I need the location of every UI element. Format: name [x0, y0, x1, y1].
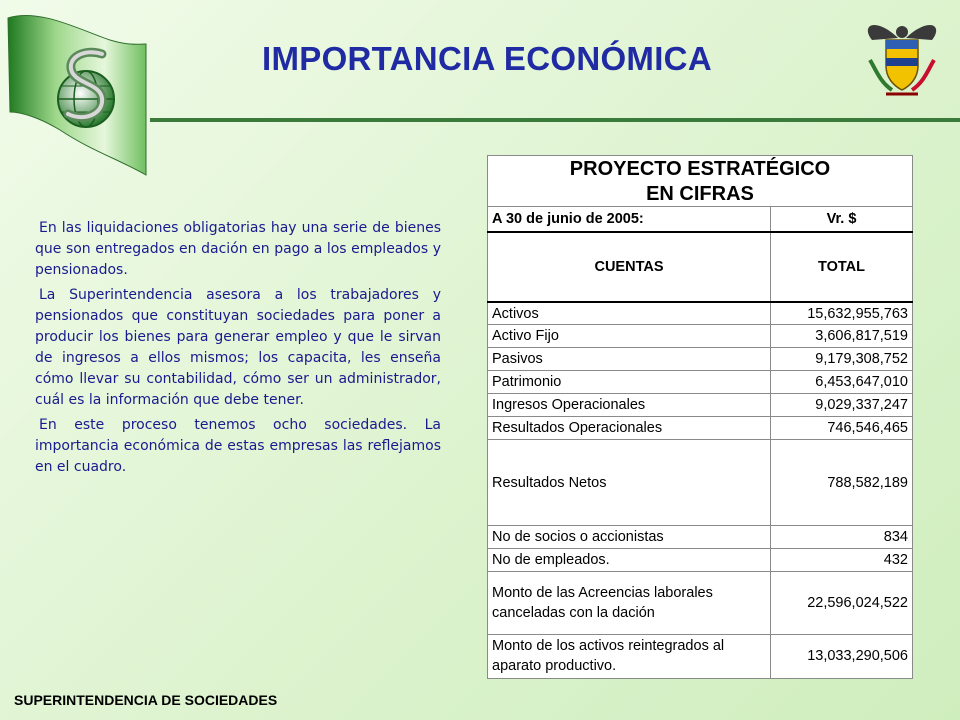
table-row: Patrimonio 6,453,647,010 [488, 371, 913, 394]
column-header-cuentas: CUENTAS [488, 232, 771, 302]
table-row: Monto de las Acreencias laborales canceladas con la dación 22,596,024,522 [488, 571, 913, 634]
table-row: Activos 15,632,955,763 [488, 302, 913, 325]
table-row: No de empleados. 432 [488, 548, 913, 571]
table-row: Resultados Netos 788,582,189 [488, 440, 913, 525]
header-divider [150, 118, 960, 122]
table-title-line-1: PROYECTO ESTRATÉGICO [488, 156, 913, 183]
page-title: IMPORTANCIA ECONÓMICA [262, 40, 712, 77]
table-row: Activo Fijo 3,606,817,519 [488, 325, 913, 348]
column-header-total: TOTAL [771, 232, 913, 302]
paragraph-1: En las liquidaciones obligatorias hay una serie de bienes que son entregados en dación en pago a los empleados y pensionados. [35, 220, 441, 278]
footer-organization: SUPERINTENDENCIA DE SOCIEDADES [14, 692, 278, 708]
table-row: Resultados Operacionales 746,546,465 [488, 417, 913, 440]
body-text [35, 218, 441, 482]
table-title-line-2: EN CIFRAS [488, 183, 913, 207]
table-row: Monto de los activos reintegrados al aparato productivo. 13,033,290,506 [488, 634, 913, 678]
table-row: Ingresos Operacionales 9,029,337,247 [488, 394, 913, 417]
paragraph-3: En este proceso tenemos ocho sociedades. La importancia económica de estas empresas las reflejamos en el cuadro. [35, 417, 441, 475]
date-label: A 30 de junio de 2005: [488, 207, 771, 232]
financial-table [487, 155, 913, 679]
value-label: Vr. $ [771, 207, 913, 232]
table-row: Pasivos 9,179,308,752 [488, 348, 913, 371]
table-row: No de socios o accionistas 834 [488, 525, 913, 548]
paragraph-2: La Superintendencia asesora a los trabajadores y pensionados que constituyan sociedades para poner a producir los bienes para generar empleo y que le sirvan de ingresos a ellos mismos; los capacita, les enseña cómo llevar su contabilidad, cómo ser un administrador, cuál es la información que debe tener. [35, 287, 441, 408]
supersociedades-logo-icon [44, 44, 130, 134]
colombia-coat-of-arms-icon [862, 20, 942, 100]
